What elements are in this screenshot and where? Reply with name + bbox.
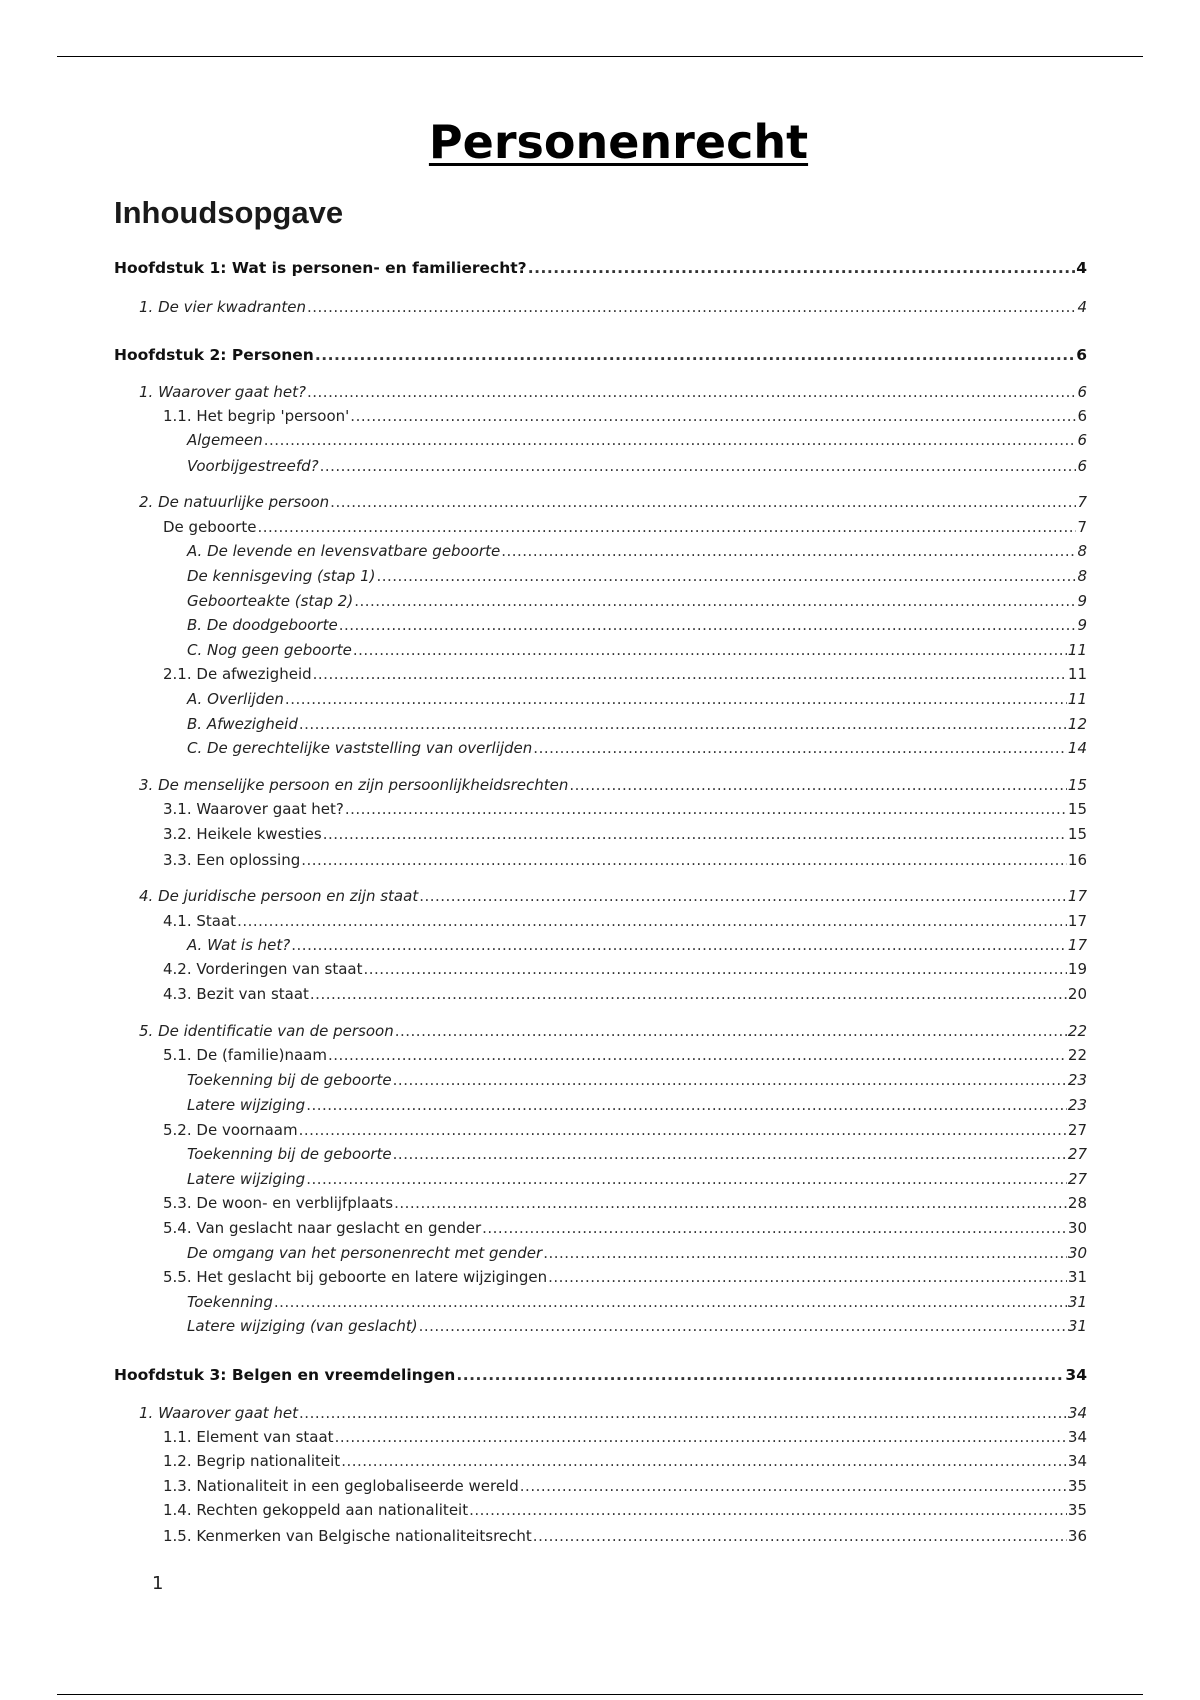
toc-entry-page: 22 <box>1067 1046 1087 1064</box>
toc-entry-subsection[interactable] <box>163 798 1087 820</box>
toc-entry-page: 36 <box>1067 1527 1087 1545</box>
toc-entry-page: 4 <box>1076 259 1087 277</box>
toc-entry-label: A. Overlijden <box>187 690 284 708</box>
toc-entry-label: B. De doodgeboorte <box>187 616 338 634</box>
toc-entry-item[interactable] <box>187 639 1087 661</box>
toc-entry-label: Toekenning bij de geboorte <box>187 1071 392 1089</box>
toc-entry-label: 5.5. Het geslacht bij geboorte en latere wijzigingen <box>163 1268 548 1286</box>
toc-leader-dots <box>301 849 1067 871</box>
toc-entry-item[interactable] <box>187 713 1087 735</box>
toc-entry-page: 6 <box>1076 346 1087 364</box>
toc-leader-dots <box>335 1426 1067 1448</box>
toc-leader-dots <box>339 614 1077 636</box>
toc-entry-item[interactable] <box>187 1094 1087 1116</box>
toc-entry-label: 3.1. Waarover gaat het? <box>163 800 344 818</box>
toc-entry-label: Hoofdstuk 2: Personen <box>114 346 314 364</box>
toc-entry-page: 8 <box>1077 567 1087 585</box>
toc-entry-subsection[interactable] <box>163 1119 1087 1141</box>
toc-entry-item[interactable] <box>187 1242 1087 1264</box>
toc-entry-label: Latere wijziging <box>187 1096 306 1114</box>
toc-entry-label: 5.4. Van geslacht naar geslacht en gender <box>163 1219 482 1237</box>
toc-entry-item[interactable] <box>187 1143 1087 1165</box>
toc-entry-page: 23 <box>1067 1096 1087 1114</box>
toc-entry-chapter[interactable] <box>114 1364 1087 1386</box>
toc-entry-label: De omgang van het personenrecht met gender <box>187 1244 543 1262</box>
toc-leader-dots <box>350 405 1076 427</box>
toc-entry-label: 4.3. Bezit van staat <box>163 985 309 1003</box>
toc-entry-page: 11 <box>1067 690 1087 708</box>
toc-entry-subsection[interactable] <box>163 1525 1087 1547</box>
toc-leader-dots <box>364 958 1067 980</box>
toc-entry-section[interactable] <box>139 774 1087 796</box>
toc-leader-dots <box>528 257 1076 279</box>
toc-entry-label: 1.5. Kenmerken van Belgische nationaliteitsrecht <box>163 1527 532 1545</box>
toc-entry-label: B. Afwezigheid <box>187 715 298 733</box>
toc-leader-dots <box>237 910 1067 932</box>
toc-leader-dots <box>533 737 1067 759</box>
toc-entry-subsection[interactable] <box>163 1499 1087 1521</box>
toc-leader-dots <box>543 1242 1067 1264</box>
toc-entry-subsection[interactable] <box>163 1044 1087 1066</box>
toc-entry-subsection[interactable] <box>163 983 1087 1005</box>
toc-entry-page: 12 <box>1067 715 1087 733</box>
toc-entry-label: A. Wat is het? <box>187 936 291 954</box>
toc-leader-dots <box>548 1266 1067 1288</box>
toc-entry-page: 6 <box>1077 407 1087 425</box>
toc-entry-label: 4.2. Vorderingen van staat <box>163 960 363 978</box>
toc-leader-dots <box>419 1315 1067 1337</box>
toc-leader-dots <box>257 516 1076 538</box>
toc-entry-section[interactable] <box>139 1020 1087 1042</box>
toc-entry-page: 34 <box>1067 1428 1087 1446</box>
toc-entry-page: 11 <box>1067 665 1087 683</box>
toc-entry-page: 35 <box>1067 1477 1087 1495</box>
toc-entry-label: 4. De juridische persoon en zijn staat <box>139 887 419 905</box>
toc-entry-page: 31 <box>1067 1268 1087 1286</box>
toc-entry-label: Voorbijgestreefd? <box>187 457 319 475</box>
toc-leader-dots <box>533 1525 1067 1547</box>
toc-entry-page: 11 <box>1067 641 1087 659</box>
toc-entry-label: A. De levende en levensvatbare geboorte <box>187 542 501 560</box>
toc-leader-dots <box>341 1450 1067 1472</box>
toc-entry-item[interactable] <box>187 429 1087 451</box>
toc-entry-page: 34 <box>1067 1404 1087 1422</box>
toc-entry-item[interactable] <box>187 1069 1087 1091</box>
toc-entry-label: 1.1. Het begrip 'persoon' <box>163 407 350 425</box>
toc-entry-item[interactable] <box>187 590 1087 612</box>
toc-entry-page: 31 <box>1067 1317 1087 1335</box>
toc-entry-label: C. Nog geen geboorte <box>187 641 352 659</box>
toc-entry-page: 7 <box>1077 493 1087 511</box>
toc-entry-item[interactable] <box>187 1315 1087 1337</box>
toc-entry-page: 6 <box>1077 431 1087 449</box>
toc-entry-item[interactable] <box>187 688 1087 710</box>
toc-entry-label: 1.3. Nationaliteit in een geglobaliseerde wereld <box>163 1477 519 1495</box>
toc-entry-subsection[interactable] <box>163 516 1087 538</box>
toc-entry-page: 23 <box>1067 1071 1087 1089</box>
toc-leader-dots <box>291 934 1067 956</box>
toc-leader-dots <box>469 1499 1067 1521</box>
toc-entry-subsection[interactable] <box>163 1192 1087 1214</box>
toc-entry-item[interactable] <box>187 1291 1087 1313</box>
toc-entry-subsection[interactable] <box>163 1426 1087 1448</box>
toc-entry-item[interactable] <box>187 1168 1087 1190</box>
toc-leader-dots <box>354 590 1076 612</box>
toc-entry-label: 1. Waarover gaat het <box>139 1404 299 1422</box>
toc-entry-chapter[interactable] <box>114 257 1087 279</box>
toc-entry-label: 4.1. Staat <box>163 912 237 930</box>
toc-leader-dots <box>376 565 1076 587</box>
toc-entry-page: 20 <box>1067 985 1087 1003</box>
toc-entry-section[interactable] <box>139 296 1087 318</box>
toc-leader-dots <box>306 1094 1067 1116</box>
toc-leader-dots <box>520 1475 1067 1497</box>
toc-leader-dots <box>285 688 1067 710</box>
toc-entry-page: 35 <box>1067 1501 1087 1519</box>
toc-entry-page: 7 <box>1077 518 1087 536</box>
toc-entry-page: 8 <box>1077 542 1087 560</box>
toc-entry-page: 34 <box>1065 1366 1087 1384</box>
toc-entry-page: 4 <box>1077 298 1087 316</box>
toc-leader-dots <box>501 540 1076 562</box>
toc-entry-label: 1. De vier kwadranten <box>139 298 306 316</box>
toc-entry-label: 1.2. Begrip nationaliteit <box>163 1452 341 1470</box>
toc-entry-item[interactable] <box>187 614 1087 636</box>
toc-leader-dots <box>393 1143 1067 1165</box>
toc-leader-dots <box>330 491 1076 513</box>
toc-leader-dots <box>394 1192 1067 1214</box>
toc-entry-page: 31 <box>1067 1293 1087 1311</box>
toc-entry-label: 2.1. De afwezigheid <box>163 665 312 683</box>
toc-entry-label: 2. De natuurlijke persoon <box>139 493 330 511</box>
toc-entry-page: 14 <box>1067 739 1087 757</box>
toc-entry-subsection[interactable] <box>163 849 1087 871</box>
toc-leader-dots <box>299 713 1067 735</box>
toc-entry-label: 3.2. Heikele kwesties <box>163 825 322 843</box>
toc-leader-dots <box>264 429 1077 451</box>
toc-entry-label: 3. De menselijke persoon en zijn persoonlijkheidsrechten <box>139 776 569 794</box>
toc-leader-dots <box>315 344 1075 366</box>
toc-entry-page: 30 <box>1067 1244 1087 1262</box>
toc-entry-label: 3.3. Een oplossing <box>163 851 301 869</box>
toc-entry-page: 34 <box>1067 1452 1087 1470</box>
toc-entry-label: 1.4. Rechten gekoppeld aan nationaliteit <box>163 1501 469 1519</box>
toc-entry-page: 28 <box>1067 1194 1087 1212</box>
page-number: 1 <box>152 1573 164 1594</box>
toc-entry-label: Hoofdstuk 1: Wat is personen- en familierecht? <box>114 259 527 277</box>
toc-leader-dots <box>569 774 1067 796</box>
toc-entry-section[interactable] <box>139 1402 1087 1424</box>
footer-rule <box>57 1694 1143 1695</box>
toc-leader-dots <box>456 1364 1064 1386</box>
toc-entry-label: Toekenning bij de geboorte <box>187 1145 392 1163</box>
toc-entry-page: 15 <box>1067 825 1087 843</box>
toc-entry-label: C. De gerechtelijke vaststelling van overlijden <box>187 739 533 757</box>
toc-entry-page: 16 <box>1067 851 1087 869</box>
toc-entry-chapter[interactable] <box>114 344 1087 366</box>
toc-entry-label: Latere wijziging (van geslacht) <box>187 1317 418 1335</box>
toc-entry-item[interactable] <box>187 934 1087 956</box>
toc-entry-item[interactable] <box>187 737 1087 759</box>
toc-entry-label: 5.2. De voornaam <box>163 1121 298 1139</box>
toc-leader-dots <box>306 1168 1067 1190</box>
toc-entry-label: Latere wijziging <box>187 1170 306 1188</box>
toc-leader-dots <box>313 663 1067 685</box>
toc-leader-dots <box>299 1402 1067 1424</box>
toc-leader-dots <box>328 1044 1067 1066</box>
toc-entry-subsection[interactable] <box>163 910 1087 932</box>
toc-entry-page: 15 <box>1067 800 1087 818</box>
toc-leader-dots <box>299 1119 1067 1141</box>
toc-leader-dots <box>353 639 1067 661</box>
toc-leader-dots <box>307 296 1076 318</box>
toc-leader-dots <box>274 1291 1067 1313</box>
toc-entry-label: 5. De identificatie van de persoon <box>139 1022 394 1040</box>
toc-entry-page: 17 <box>1067 887 1087 905</box>
document-title: Personenrecht <box>428 115 809 169</box>
toc-entry-page: 6 <box>1077 383 1087 401</box>
toc-entry-page: 17 <box>1067 936 1087 954</box>
toc-leader-dots <box>393 1069 1067 1091</box>
toc-entry-subsection[interactable] <box>163 1217 1087 1239</box>
toc-entry-page: 9 <box>1077 616 1087 634</box>
toc-entry-label: Geboorteakte (stap 2) <box>187 592 354 610</box>
toc-entry-label: Toekenning <box>187 1293 273 1311</box>
toc-entry-label: De kennisgeving (stap 1) <box>187 567 376 585</box>
toc-leader-dots <box>310 983 1067 1005</box>
toc-entry-section[interactable] <box>139 885 1087 907</box>
toc-entry-section[interactable] <box>139 491 1087 513</box>
toc-entry-subsection[interactable] <box>163 1266 1087 1288</box>
toc-entry-label: Algemeen <box>187 431 263 449</box>
toc-entry-item[interactable] <box>187 565 1087 587</box>
toc-entry-subsection[interactable] <box>163 823 1087 845</box>
toc-entry-label: Hoofdstuk 3: Belgen en vreemdelingen <box>114 1366 456 1384</box>
toc-entry-page: 9 <box>1077 592 1087 610</box>
toc-entry-subsection[interactable] <box>163 405 1087 427</box>
toc-entry-page: 27 <box>1067 1170 1087 1188</box>
toc-entry-page: 19 <box>1067 960 1087 978</box>
toc-entry-label: 5.3. De woon- en verblijfplaats <box>163 1194 394 1212</box>
toc-entry-label: 5.1. De (familie)naam <box>163 1046 327 1064</box>
toc-entry-subsection[interactable] <box>163 958 1087 980</box>
toc-leader-dots <box>307 381 1076 403</box>
toc-entry-label: De geboorte <box>163 518 257 536</box>
toc-entry-page: 27 <box>1067 1145 1087 1163</box>
toc-entry-item[interactable] <box>187 540 1087 562</box>
toc-entry-page: 6 <box>1077 457 1087 475</box>
toc-leader-dots <box>482 1217 1067 1239</box>
toc-leader-dots <box>419 885 1067 907</box>
toc-entry-subsection[interactable] <box>163 663 1087 685</box>
toc-entry-page: 17 <box>1067 912 1087 930</box>
toc-entry-label: 1.1. Element van staat <box>163 1428 334 1446</box>
toc-entry-subsection[interactable] <box>163 1475 1087 1497</box>
toc-entry-label: 1. Waarover gaat het? <box>139 383 306 401</box>
toc-entry-page: 22 <box>1067 1022 1087 1040</box>
toc-entry-page: 15 <box>1067 776 1087 794</box>
toc-entry-page: 27 <box>1067 1121 1087 1139</box>
toc-heading: Inhoudsopgave <box>114 195 344 230</box>
toc-entry-subsection[interactable] <box>163 1450 1087 1472</box>
toc-entry-item[interactable] <box>187 455 1087 477</box>
toc-leader-dots <box>395 1020 1067 1042</box>
toc-entry-section[interactable] <box>139 381 1087 403</box>
toc-leader-dots <box>323 823 1067 845</box>
toc-entry-page: 30 <box>1067 1219 1087 1237</box>
toc-leader-dots <box>320 455 1077 477</box>
toc-leader-dots <box>345 798 1067 820</box>
